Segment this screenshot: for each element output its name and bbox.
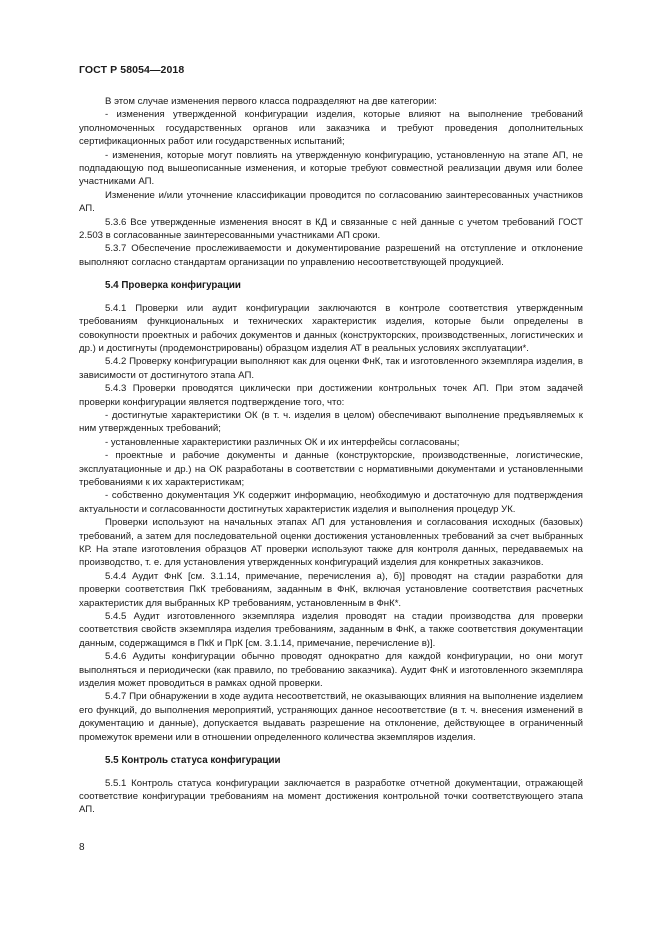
paragraph: 5.3.7 Обеспечение прослеживаемости и документирование разрешений на отступление и отклонение выполняют согласно стандартам организации по управлению несоответствующей продукцией. bbox=[79, 243, 583, 268]
paragraph: - собственно документация УК содержит информацию, необходимую и достаточную для подтверждения актуальности и согласованности достигнутых характеристик изделия и выполнения процедур УК. bbox=[79, 490, 583, 515]
paragraph: 5.5.1 Контроль статуса конфигурации заключается в разработке отчетной документации, отражающей соответствие конфигурации требованиям на момент достижения контрольной точки соответствующего этапа АП. bbox=[79, 777, 583, 816]
paragraph: - установленные характеристики различных ОК и их интерфейсы согласованы; bbox=[105, 436, 460, 448]
paragraph: - изменения, которые могут повлиять на утвержденную конфигурацию, установленную на этапе АП, не подпадающую под вышеописанные изменения, и которые требуют совместной реализации двумя или более участниками АП. bbox=[79, 149, 583, 188]
paragraph: 5.4.2 Проверку конфигурации выполняют как для оценки ФнК, так и изготовленного экземпляра изделия, в зависимости от достигнутого этапа АП. bbox=[79, 356, 583, 381]
document-header: ГОСТ Р 58054—2018 bbox=[79, 64, 185, 76]
paragraph: 5.3.6 Все утвержденные изменения вносят в КД и связанные с ней данные с учетом требований ГОСТ 2.503 в согласованные заинтересованными участниками АП сроки. bbox=[79, 216, 583, 242]
paragraph: - проектные и рабочие документы и данные (конструкторские, производственные, логистические, эксплуатационные и др.) на ОК разработаны в соответствии с нормативными документами и установленными требованиями к их характеристикам; bbox=[79, 450, 583, 488]
paragraph: 5.4.1 Проверки или аудит конфигурации заключаются в контроле соответствия утвержденным требованиям функциональных и технических характеристик изделия, которые были определены в совокупности проектных и рабочих документов и данных (конструкторских, производственных, логистических и др.) и достигнуты (продемонстрированы) образцом изделия АТ в реальных условиях эксплуатации*. bbox=[79, 302, 583, 354]
page-number: 8 bbox=[79, 842, 85, 853]
section-heading-5-4: 5.4 Проверка конфигурации bbox=[105, 280, 241, 292]
paragraph: Проверки используют на начальных этапах АП для установления и согласования исходных (базовых) требований, а затем для последовательной оценки достижения установленных требований за счет выбранных КР. На этапе изготовления образцов АТ проверки используют также для контроля данных, передаваемых на производство, т. е. для установления утвержденных конфигураций изделия для конкретных заказчиков. bbox=[79, 517, 583, 569]
paragraph: 5.4.6 Аудиты конфигурации обычно проводят однократно для каждой конфигурации, но они могут выполняться и периодически (как правило, по требованию заказчика). Аудит ФнК и изготовленного экземпляра изделия может проводиться в рамках одной проверки. bbox=[79, 651, 583, 690]
paragraph: - достигнутые характеристики ОК (в т. ч. изделия в целом) обеспечивают выполнение предъявляемых к ним утвержденных требований; bbox=[79, 409, 583, 435]
paragraph: 5.4.4 Аудит ФнК [см. 3.1.14, примечание, перечисления а), б)] проводят на стадии разработки для проверки соответствия ПкК требованиям, заданным в ФнК, включая установление соответствия расчетных характеристик для выбранных КР требованиям, установленным в ФнК*. bbox=[79, 570, 583, 609]
paragraph: 5.4.7 При обнаружении в ходе аудита несоответствий, не оказывающих влияния на выполнение изделием его функций, до выполнения мероприятий, устраняющих данное несоответствие (в т. ч. внесения изменений в документацию и данные), допускается выдавать разрешение на отклонение, действующее в ограниченный промежуток времени или в отношении определенного количества экземпляров изделия. bbox=[79, 691, 583, 743]
paragraph: - изменения утвержденной конфигурации изделия, которые влияют на выполнение требований уполномоченных государственных органов или заказчика и требуют проведения дополнительных сертификационных работ или государственных испытаний; bbox=[79, 109, 583, 148]
section-heading-5-5: 5.5 Контроль статуса конфигурации bbox=[105, 755, 281, 767]
paragraph: 5.4.3 Проверки проводятся циклически при достижении контрольных точек АП. При этом задачей проверки конфигурации является подтверждение того, что: bbox=[79, 383, 583, 408]
paragraph: В этом случае изменения первого класса подразделяют на две категории: bbox=[105, 96, 437, 107]
paragraph: 5.4.5 Аудит изготовленного экземпляра изделия проводят на стадии производства для проверки соответствия свойств экземпляра изделия требованиям, заданным в ФнК, а также соответствия документации данным, содержащимся в ПкК и ПрК [см. 3.1.14, примечание, перечисление в)]. bbox=[79, 611, 583, 649]
paragraph: Изменение и/или уточнение классификации проводится по согласованию заинтересованных участников АП. bbox=[79, 189, 583, 215]
page-content bbox=[79, 95, 583, 817]
